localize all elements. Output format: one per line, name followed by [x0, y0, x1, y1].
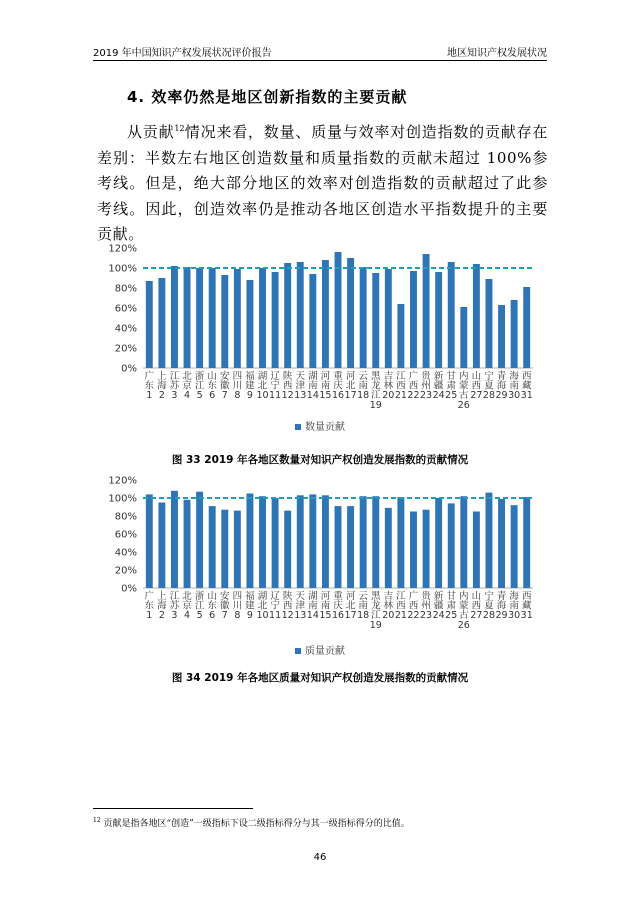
x-tick-label: 西藏 31 [520, 591, 533, 622]
x-tick-label: 广西 22 [407, 371, 420, 402]
bar [209, 506, 216, 588]
bar [284, 263, 291, 368]
x-tick-label: 贵州 23 [420, 591, 433, 622]
bar [347, 258, 354, 368]
bar [435, 498, 442, 588]
y-tick-label: 20% [114, 565, 137, 577]
bar [397, 497, 404, 588]
bar [523, 497, 530, 588]
bar [272, 498, 279, 588]
x-tick-label: 甘肃 25 [445, 591, 458, 622]
bar [473, 512, 480, 589]
bar [246, 280, 253, 368]
bar [372, 273, 379, 368]
bar [221, 275, 228, 368]
x-tick-label: 浙江 5 [194, 591, 205, 622]
bar [322, 260, 329, 368]
bar [385, 508, 392, 588]
y-tick-label: 0% [121, 363, 137, 375]
x-tick-label: 山西 27 [470, 591, 483, 622]
bar [171, 491, 178, 588]
header-section-name: 地区知识产权发展状况 [447, 48, 547, 59]
bar [146, 281, 153, 368]
x-tick-label: 江苏 3 [169, 591, 180, 622]
y-tick-label: 40% [114, 547, 137, 559]
x-tick-label: 四川 8 [232, 371, 243, 402]
bar [523, 287, 530, 368]
legend-label: 质量贡献 [305, 646, 345, 657]
bar [309, 274, 316, 368]
figure-34-caption: 图 34 2019 年各地区质量对知识产权创造发展指数的贡献情况 [171, 672, 469, 684]
x-tick-label: 内蒙古 26 [457, 371, 470, 411]
legend-label: 数量贡献 [305, 422, 345, 433]
quality-contribution-chart [95, 472, 555, 664]
x-tick-label: 青海 29 [495, 371, 508, 402]
bar [498, 305, 505, 368]
footnote-divider [93, 808, 253, 809]
bar [209, 268, 216, 368]
x-tick-label: 广东 1 [144, 371, 155, 402]
paragraph-text-start: 从贡献 [127, 123, 175, 141]
bar [184, 500, 191, 588]
x-tick-label: 内蒙古 26 [457, 591, 470, 631]
quantity-contribution-chart [95, 238, 555, 438]
bar [423, 510, 430, 588]
bar [448, 503, 455, 588]
x-tick-label: 江西 21 [394, 591, 407, 622]
x-tick-label: 海南 30 [508, 371, 521, 402]
bar [423, 254, 430, 368]
x-tick-label: 河北 17 [344, 371, 357, 402]
x-tick-label: 辽宁 11 [269, 591, 282, 622]
bar [297, 262, 304, 368]
bar [335, 252, 342, 368]
y-tick-label: 60% [114, 529, 137, 541]
x-tick-label: 山西 27 [470, 371, 483, 402]
x-tick-label: 宁夏 28 [482, 591, 496, 622]
x-tick-label: 宁夏 28 [482, 371, 496, 402]
header-report-title: 2019 年中国知识产权发展状况评价报告 [93, 48, 272, 59]
bar [335, 506, 342, 588]
legend-swatch [295, 424, 301, 430]
x-tick-label: 吉林 20 [382, 371, 395, 402]
y-tick-label: 120% [108, 475, 137, 487]
x-tick-label: 山东 6 [207, 371, 217, 402]
x-tick-label: 浙江 5 [194, 371, 205, 402]
x-tick-label: 江西 21 [394, 371, 407, 402]
bar [473, 264, 480, 368]
x-tick-label: 云南 18 [357, 591, 370, 622]
x-tick-label: 上海 2 [157, 591, 167, 622]
y-tick-label: 0% [121, 583, 137, 595]
bar [272, 272, 279, 368]
bar [297, 495, 304, 588]
x-tick-label: 四川 8 [232, 591, 243, 622]
bar [309, 494, 316, 588]
x-tick-label: 重庆 16 [331, 591, 345, 622]
x-tick-label: 辽宁 11 [269, 371, 282, 402]
bar [486, 279, 493, 368]
x-tick-label: 湖北 10 [256, 371, 269, 402]
bar [410, 271, 417, 368]
footnote-reference: 12 [174, 124, 185, 133]
x-tick-label: 安徽 7 [220, 591, 230, 622]
bar [184, 267, 191, 368]
bar [158, 278, 165, 368]
y-tick-label: 20% [114, 343, 137, 355]
x-tick-label: 重庆 16 [331, 371, 345, 402]
x-tick-label: 湖南 14 [306, 591, 319, 622]
y-tick-label: 100% [108, 493, 137, 505]
y-tick-label: 40% [114, 323, 137, 335]
y-tick-label: 100% [108, 263, 137, 275]
y-tick-label: 80% [114, 511, 137, 523]
bar [322, 495, 329, 588]
x-tick-label: 西藏 31 [520, 371, 533, 402]
bar [158, 503, 165, 589]
x-tick-label: 天津 13 [294, 371, 307, 402]
x-tick-label: 黑龙江 19 [369, 591, 382, 631]
footnote-text: 贡献是指各地区“创造”一级指标下设二级指标得分与其一级指标得分的比值。 [103, 819, 410, 829]
bar [246, 494, 253, 589]
y-tick-label: 60% [114, 303, 137, 315]
body-paragraph [97, 120, 548, 248]
x-tick-label: 新疆 24 [432, 371, 445, 402]
x-tick-label: 海南 30 [508, 591, 521, 622]
figure-33-caption: 图 33 2019 年各地区数量对知识产权创造发展指数的贡献情况 [171, 454, 469, 466]
page-number: 46 [313, 852, 327, 863]
x-tick-label: 甘肃 25 [445, 371, 458, 402]
x-tick-label: 上海 2 [157, 371, 167, 402]
bar [146, 494, 153, 588]
x-tick-label: 陕西 12 [281, 371, 294, 402]
bar [196, 268, 203, 368]
bar [498, 499, 505, 588]
x-tick-label: 新疆 24 [432, 591, 445, 622]
x-tick-label: 北京 4 [182, 591, 192, 622]
y-tick-label: 120% [108, 243, 137, 255]
paragraph-text-rest: 情况来看，数量、质量与效率对创造指数的贡献存在差别：半数左右地区创造数量和质量指数的贡献未超过 100%参考线。但是，绝大部分地区的效率对创造指数的贡献超过了此参考线。因此，创造效率仍是推动各地区创造水平指数提升的主要贡献。 [97, 123, 548, 243]
x-tick-label: 河北 17 [344, 591, 357, 622]
x-tick-label: 湖北 10 [256, 591, 269, 622]
bar [221, 510, 228, 588]
bar [372, 496, 379, 588]
bar [196, 492, 203, 588]
bar [385, 269, 392, 368]
x-tick-label: 河南 15 [319, 591, 332, 622]
bar [360, 496, 367, 588]
bar [435, 272, 442, 368]
x-tick-label: 安徽 7 [220, 371, 230, 402]
bar [234, 269, 241, 368]
x-tick-label: 陕西 12 [281, 591, 294, 622]
x-tick-label: 天津 13 [294, 591, 307, 622]
x-tick-label: 广东 1 [144, 591, 155, 622]
header-divider [93, 60, 547, 61]
x-tick-label: 北京 4 [182, 371, 192, 402]
x-tick-label: 吉林 20 [382, 591, 395, 622]
bar [448, 262, 455, 368]
bar [511, 505, 518, 588]
bar [347, 506, 354, 588]
legend-swatch [295, 648, 301, 654]
footnote-number: 12 [93, 817, 101, 824]
bar [171, 266, 178, 368]
bar [460, 496, 467, 588]
bar [259, 268, 266, 368]
x-tick-label: 云南 18 [357, 371, 370, 402]
bar [284, 511, 291, 588]
bar [410, 512, 417, 589]
x-tick-label: 黑龙江 19 [369, 371, 382, 411]
footnote [93, 816, 410, 829]
x-tick-label: 河南 15 [319, 371, 332, 402]
bar [460, 307, 467, 368]
x-tick-label: 山东 6 [207, 591, 217, 622]
x-tick-label: 广西 22 [407, 591, 420, 622]
bar [397, 304, 404, 368]
x-tick-label: 湖南 14 [306, 371, 319, 402]
section-title: 4. 效率仍然是地区创新指数的主要贡献 [127, 88, 408, 106]
bar [511, 300, 518, 368]
bar [259, 496, 266, 588]
x-tick-label: 福建 9 [245, 591, 255, 622]
x-tick-label: 福建 9 [245, 371, 255, 402]
x-tick-label: 江苏 3 [169, 371, 180, 402]
x-tick-label: 青海 29 [495, 591, 508, 622]
x-tick-label: 贵州 23 [420, 371, 433, 402]
bar [234, 511, 241, 588]
bar [360, 267, 367, 368]
y-tick-label: 80% [114, 283, 137, 295]
bar [486, 493, 493, 588]
